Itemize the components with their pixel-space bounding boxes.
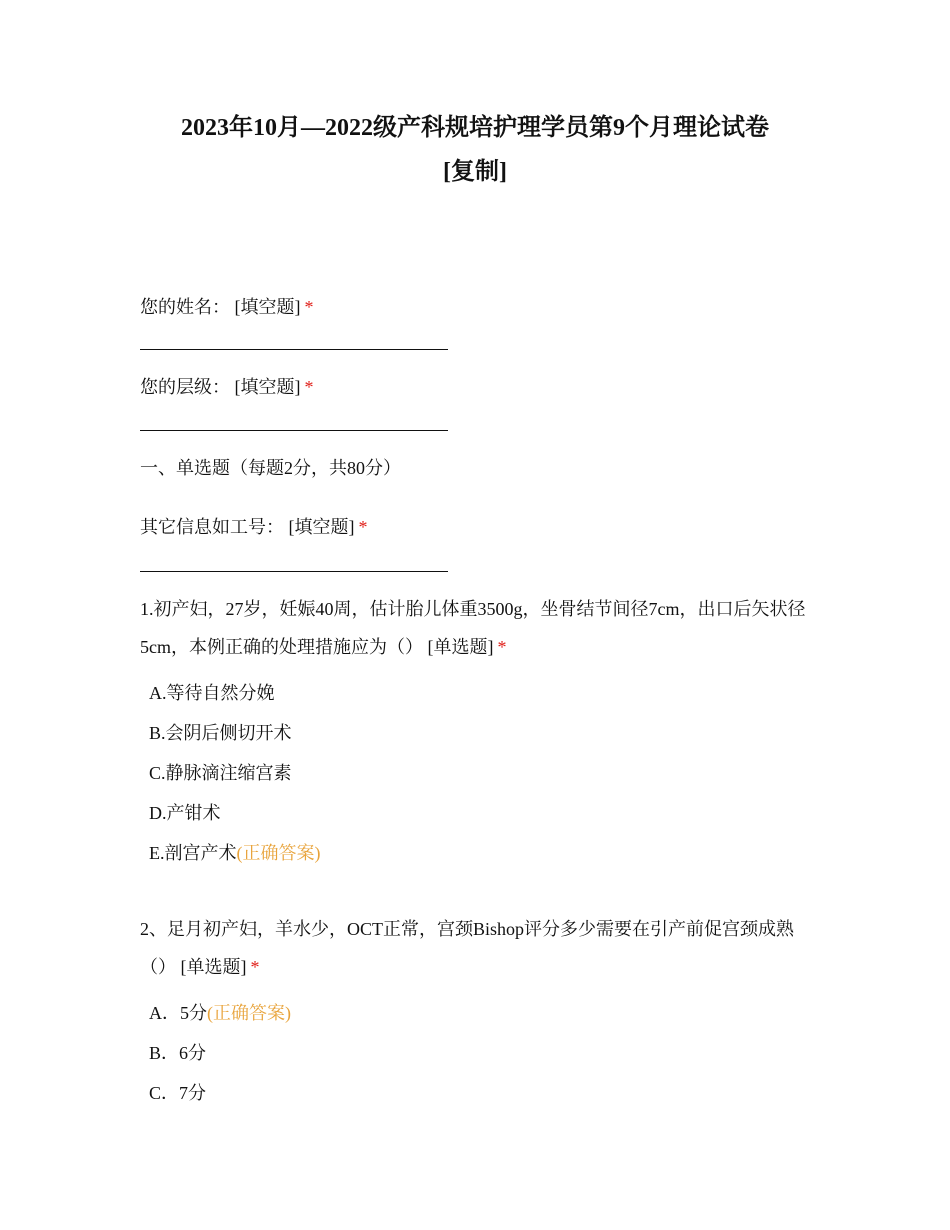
title-line-2: [复制] [443,159,507,185]
question-2-text: 2、足月初产妇，羊水少，OCT正常，宫颈Bishop评分多少需要在引产前促宫颈成熟（） [140,919,795,977]
other-info-type: [填空题] [288,517,355,537]
other-info-label: 其它信息如工号： [140,517,284,537]
q1-option-d[interactable] [149,801,221,825]
required-mark: * [358,517,368,537]
required-mark: * [304,377,314,397]
option-text: B.会阴后侧切开术 [149,723,292,743]
option-text: A.等待自然分娩 [149,683,275,703]
question-2 [140,910,820,986]
required-mark: * [250,957,260,977]
name-input-line[interactable] [140,349,448,350]
question-1 [140,590,820,666]
q1-option-c[interactable] [149,761,292,785]
option-text: B．6分 [149,1043,207,1063]
other-info-input-line[interactable] [140,571,448,572]
name-type: [填空题] [234,297,301,317]
q2-option-c[interactable] [149,1081,206,1105]
required-mark: * [497,637,507,657]
question-1-type: [单选题] [427,637,494,657]
q2-option-b[interactable] [149,1041,206,1065]
section-heading: 一、单选题（每题2分，共80分） [140,458,401,478]
q1-option-b[interactable] [149,721,292,745]
level-label: 您的层级： [140,377,230,397]
name-label: 您的姓名： [140,297,230,317]
option-text: C.静脉滴注缩宫素 [149,763,292,783]
level-question [140,368,820,406]
correct-answer-tag: (正确答案) [207,1003,291,1023]
correct-answer-tag: (正确答案) [236,843,321,863]
q2-option-a[interactable] [149,1001,291,1025]
page-title [100,106,850,194]
level-input-line[interactable] [140,430,448,431]
option-text: E.剖宫产术 [149,843,237,863]
q1-option-a[interactable] [149,681,275,705]
option-text: A．5分 [149,1003,207,1023]
q1-option-e[interactable] [149,841,321,865]
question-2-type: [单选题] [180,957,247,977]
required-mark: * [304,297,314,317]
other-info-question [140,508,820,546]
level-type: [填空题] [234,377,301,397]
option-text: C．7分 [149,1083,207,1103]
title-line-1: 2023年10月—2022级产科规培护理学员第9个月理论试卷 [181,115,769,141]
option-text: D.产钳术 [149,803,221,823]
question-1-text: 1.初产妇，27岁，妊娠40周，估计胎儿体重3500g，坐骨结节间径7cm，出口后矢状径5cm，本例正确的处理措施应为（） [140,599,806,657]
name-question [140,288,820,326]
